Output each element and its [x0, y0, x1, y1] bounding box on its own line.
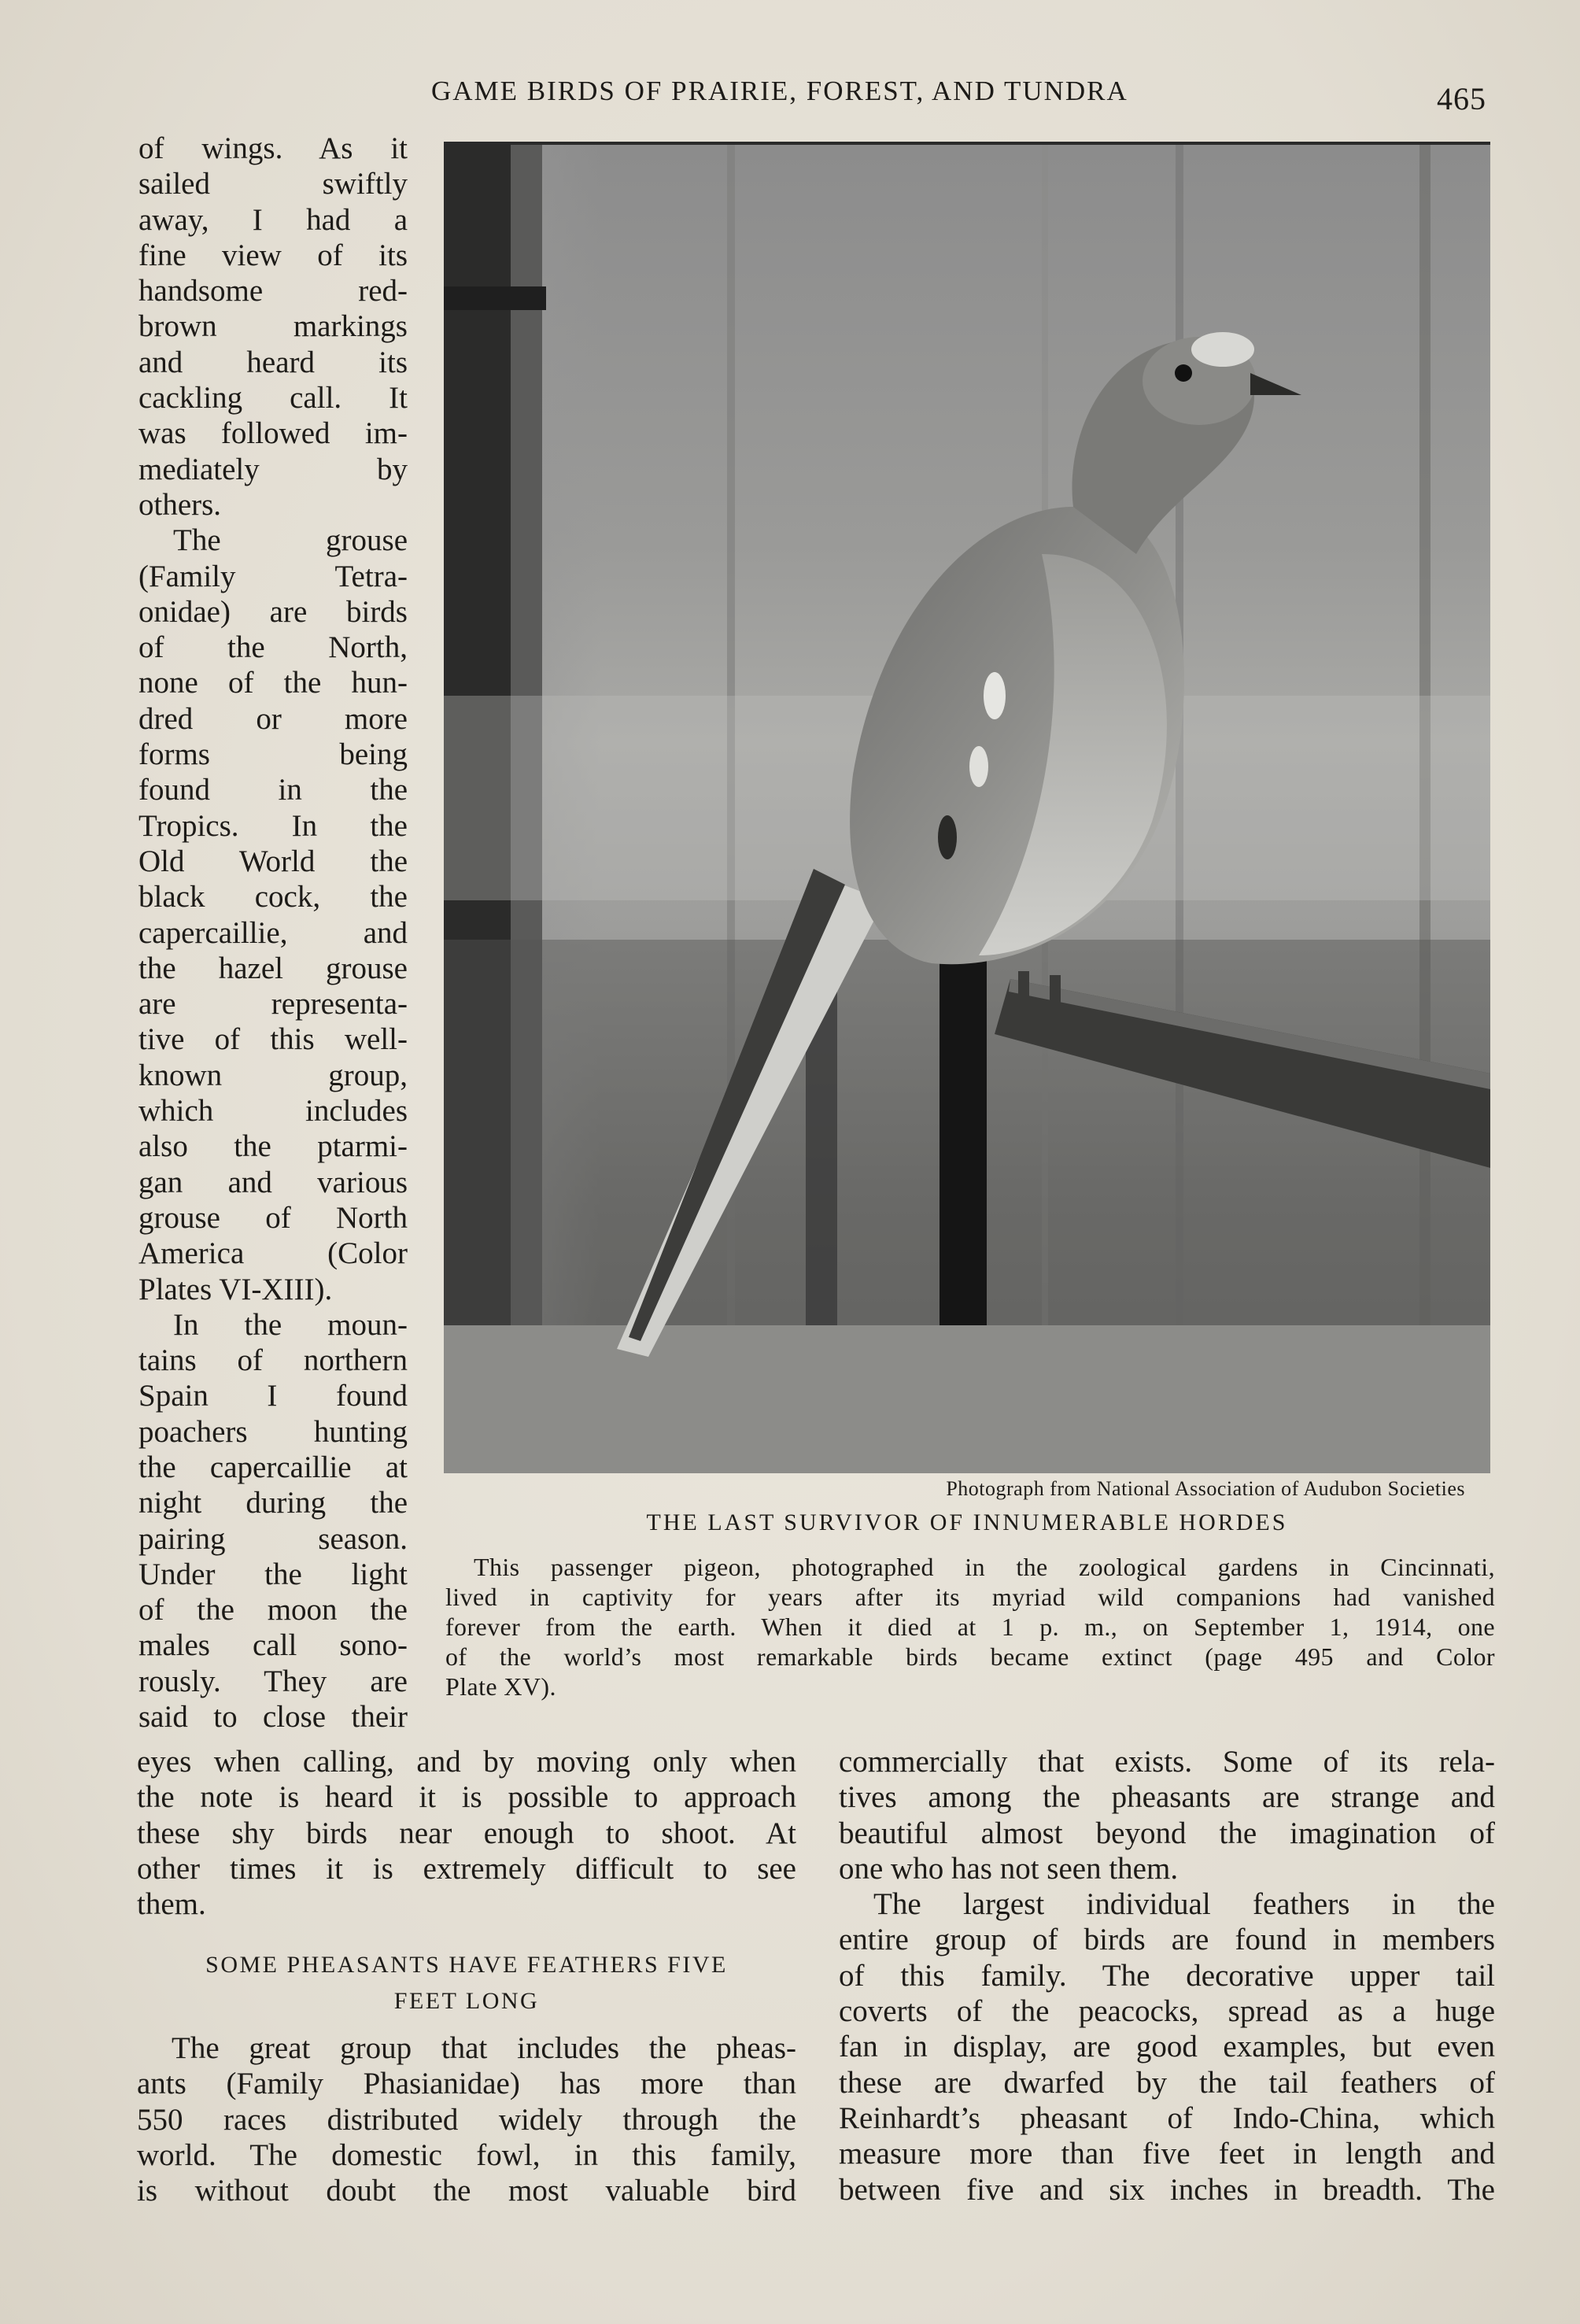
photo-illustration [444, 145, 1490, 1473]
text-line: handsome red- [138, 274, 408, 309]
caption-line: This passenger pigeon, photographed in the zoological gardens in Cincinnati, [474, 1553, 1495, 1581]
text-line: others. [138, 487, 222, 522]
text-line: pairing season. [138, 1521, 408, 1556]
text-line: The grouse [173, 523, 408, 558]
right-column-text [839, 1744, 1495, 2208]
text-line: grouse of North [138, 1200, 408, 1235]
text-line: brown markings [138, 309, 408, 344]
text-line: Spain I found [138, 1379, 408, 1413]
text-line: poachers hunting [138, 1414, 408, 1449]
text-line: is without doubt the most valuable bird [137, 2174, 796, 2208]
text-line: are representa- [138, 987, 408, 1022]
text-line: The great group that includes the pheas- [172, 2031, 796, 2065]
text-line: (Family Tetra- [138, 559, 408, 593]
text-line: ants (Family Phasianidae) has more than [137, 2067, 796, 2101]
figure-caption [445, 1552, 1495, 1701]
caption-line: Plate XV). [445, 1672, 556, 1701]
narrow-text-column [138, 131, 408, 1735]
text-line: capercaillie, and [138, 915, 408, 950]
text-line: onidae) are birds [138, 594, 408, 629]
caption-line: forever from the earth. When it died at 1 p. m., on September 1, 1914, one [445, 1613, 1495, 1641]
subheading-line: SOME PHEASANTS HAVE FEATHERS FIVE [205, 1952, 728, 1978]
text-line: of wings. As it [138, 131, 408, 165]
text-line: measure more than five feet in length and [839, 2137, 1495, 2171]
left-column-section-text [137, 2030, 796, 2208]
text-line: fine view of its [138, 238, 408, 272]
left-column-text [137, 1744, 796, 1922]
text-line: males call sono- [138, 1628, 408, 1663]
text-line: other times it is extremely difficult to see [137, 1851, 796, 1886]
text-line: Tropics. In the [138, 808, 408, 843]
text-line: the note is heard it is possible to approach [137, 1780, 796, 1815]
text-line: tains of northern [138, 1343, 408, 1378]
text-line: black cock, the [138, 880, 408, 914]
photo-credit: Photograph from National Association of Audubon Societies [946, 1477, 1465, 1500]
text-line: dred or more [138, 701, 408, 736]
text-line: fan in display, are good examples, but even [839, 2030, 1495, 2064]
text-line: Reinhardt’s pheasant of Indo-China, which [839, 2100, 1495, 2135]
text-line: of this family. The decorative upper tail [839, 1958, 1495, 1993]
subheading-line: FEET LONG [393, 1988, 540, 2014]
text-line: was followed im- [138, 416, 408, 451]
text-line: of the North, [138, 630, 408, 665]
text-line: night during the [138, 1486, 408, 1520]
text-line: cackling call. It [138, 381, 408, 416]
text-line: Old World the [138, 844, 408, 878]
text-line: mediately by [138, 452, 408, 486]
text-line: also the ptarmi- [138, 1129, 408, 1164]
text-line: beautiful almost beyond the imagination of [839, 1816, 1495, 1850]
text-line: and heard its [138, 345, 408, 379]
text-line: America (Color [138, 1236, 408, 1271]
text-line: rously. They are [138, 1664, 408, 1698]
text-line: tives among the pheasants are strange and [839, 1780, 1495, 1815]
text-line: tive of this well- [138, 1022, 408, 1057]
text-line: In the moun- [173, 1307, 408, 1342]
passenger-pigeon-photograph [444, 142, 1490, 1473]
text-line: The largest individual feathers in the [873, 1887, 1495, 1922]
text-line: found in the [138, 773, 408, 807]
text-line: one who has not seen them. [839, 1851, 1179, 1886]
text-line: commercially that exists. Some of its rela- [839, 1745, 1495, 1779]
section-subheading [137, 1947, 796, 2019]
text-line: sailed swiftly [138, 167, 408, 201]
text-line: between five and six inches in breadth. The [839, 2172, 1495, 2207]
text-line: forms being [138, 737, 408, 772]
text-line: them. [137, 1887, 206, 1922]
text-line: which includes [138, 1094, 408, 1129]
text-line: eyes when calling, and by moving only when [137, 1745, 796, 1779]
text-line: Under the light [138, 1557, 408, 1591]
text-line: of the moon the [138, 1593, 408, 1628]
text-line: entire group of birds are found in members [839, 1923, 1495, 1957]
caption-line: of the world’s most remarkable birds became extinct (page 495 and Color [445, 1642, 1495, 1671]
text-line: these are dwarfed by the tail feathers of [839, 2065, 1495, 2100]
caption-line: lived in captivity for years after its myriad wild companions had vanished [445, 1583, 1495, 1611]
text-line: the hazel grouse [138, 951, 408, 985]
running-head: GAME BIRDS OF PRAIRIE, FOREST, AND TUNDRA [431, 76, 1128, 106]
text-line: coverts of the peacocks, spread as a huge [839, 1994, 1495, 2029]
text-line: none of the hun- [138, 666, 408, 700]
text-line: away, I had a [138, 202, 408, 237]
text-line: 550 races distributed widely through the [137, 2102, 796, 2137]
text-line: the capercaillie at [138, 1450, 408, 1484]
page-number: 465 [1437, 81, 1486, 116]
figure-title: THE LAST SURVIVOR OF INNUMERABLE HORDES [646, 1509, 1288, 1535]
text-line: known group, [138, 1058, 408, 1092]
text-line: world. The domestic fowl, in this family, [137, 2137, 796, 2172]
text-line: these shy birds near enough to shoot. At [137, 1816, 796, 1850]
text-line: Plates VI-XIII). [138, 1272, 333, 1306]
text-line: gan and various [138, 1165, 408, 1199]
text-line: said to close their [138, 1700, 408, 1735]
